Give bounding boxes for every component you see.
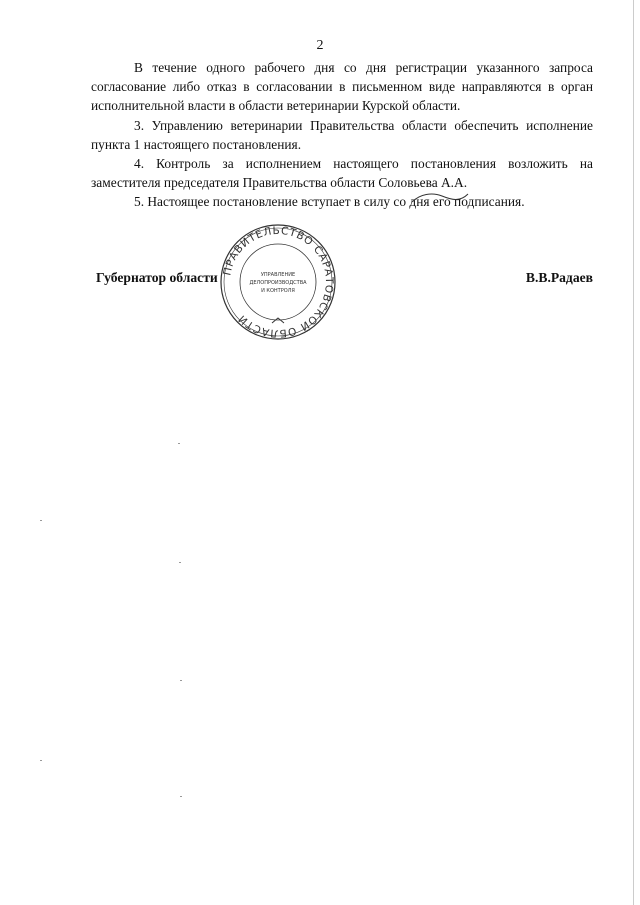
paragraph: В течение одного рабочего дня со дня регистрации указанного запроса согласование либо отказ в согласовании в письменном виде направляются в орган исполнительной власти в области ветеринарии Курской области. — [91, 60, 593, 114]
signature-block — [96, 270, 593, 292]
signature-stroke — [410, 190, 470, 206]
scan-mark — [179, 562, 181, 563]
scan-mark — [40, 520, 42, 521]
paragraph: 4. Контроль за исполнением настоящего постановления возложить на заместителя председателя Правительства области Соловьева А.А. — [91, 156, 593, 191]
scan-mark — [178, 443, 180, 444]
stamp-inner-text: ДЕЛОПРОИЗВОДСТВА — [249, 280, 307, 286]
paragraph: 5. Настоящее постановление вступает в силу со дня его подписания. — [134, 194, 525, 210]
scan-mark — [40, 760, 42, 761]
official-stamp — [218, 222, 338, 342]
document-body — [91, 58, 593, 212]
signatory-name: В.В.Радаев — [525, 270, 593, 285]
paragraph: 3. Управлению ветеринарии Правительства области обеспечить исполнение пункта 1 настоящего постановления. — [91, 117, 593, 152]
scan-mark — [180, 796, 182, 797]
scan-mark — [180, 680, 182, 681]
signatory-title: Губернатор области — [96, 270, 218, 285]
stamp-inner-text: И КОНТРОЛЯ — [261, 288, 295, 294]
stamp-inner-text: УПРАВЛЕНИЕ — [260, 272, 296, 278]
stamp-ring-text: ПРАВИТЕЛЬСТВО САРАТОВСКОЙ ОБЛАСТИ — [221, 224, 336, 340]
scan-edge — [633, 0, 634, 905]
stamp-star-icon — [272, 318, 284, 323]
page-number: 2 — [316, 38, 324, 53]
